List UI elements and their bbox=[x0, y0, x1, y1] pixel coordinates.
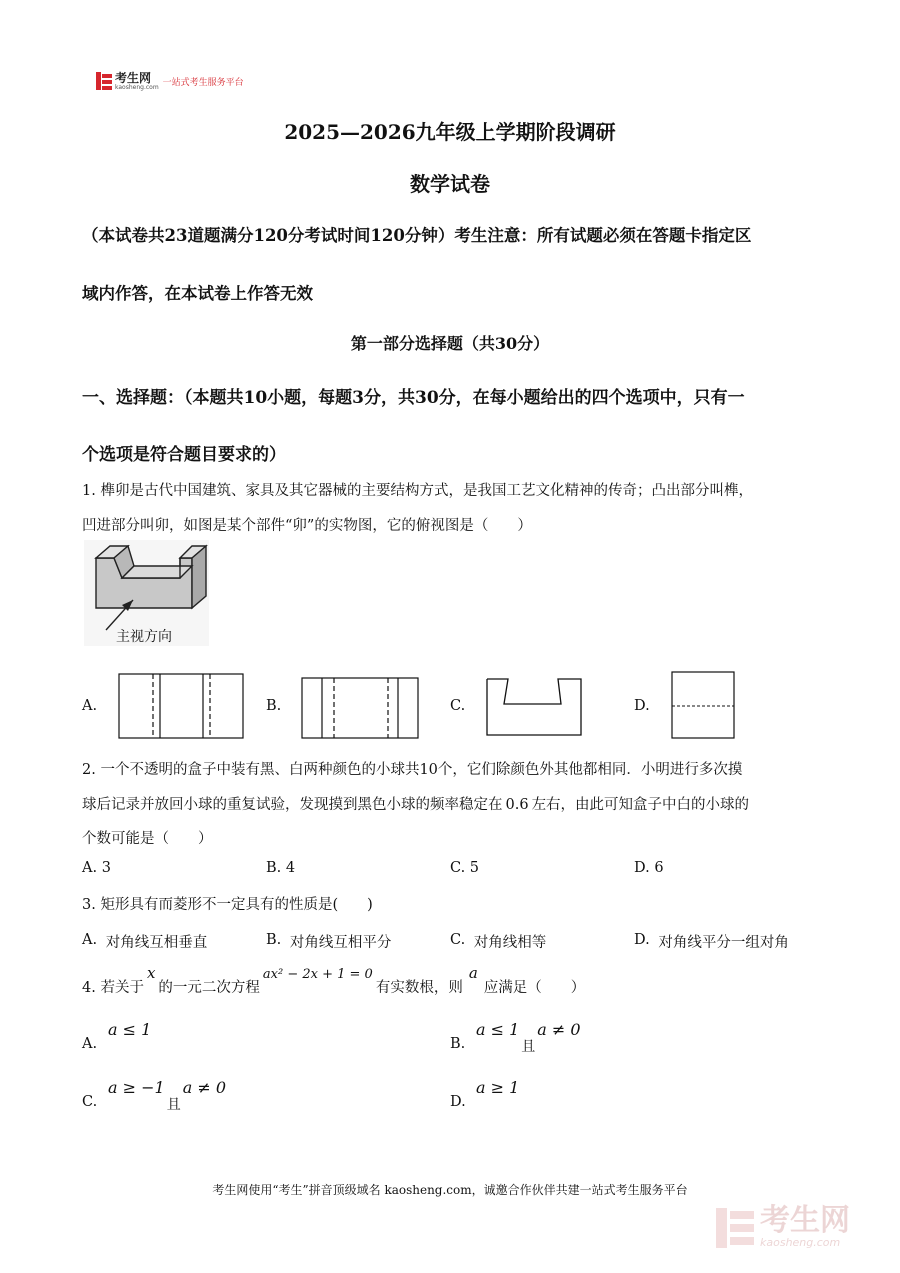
q4-option-c-math-2: a ≠ 0 bbox=[182, 1078, 226, 1097]
part1-heading: 第一部分选择题（共30分） bbox=[350, 334, 550, 353]
q3-option-b-letter: B. bbox=[266, 932, 282, 948]
kaosheng-logo-icon bbox=[96, 72, 112, 90]
q2-line-1 bbox=[82, 758, 742, 779]
q2-line-2a: 球后记录并放回小球的重复试验，发现摸到黑色小球的频率稳定在 bbox=[82, 797, 503, 813]
q1-option-a-label: A. bbox=[82, 698, 98, 714]
notice-line-1: （本试卷共23道题满分120分考试时间120分钟）考生注意：所有试题必须在答题卡指定区 bbox=[82, 226, 752, 245]
q1-option-b-figure bbox=[301, 677, 419, 739]
q1-option-c-label: C. bbox=[450, 698, 466, 714]
q4-option-b bbox=[476, 1020, 581, 1055]
watermark bbox=[716, 1203, 850, 1249]
q4-stem-a: 4. 若关于 bbox=[82, 980, 144, 996]
watermark-name: 考生网 bbox=[760, 1203, 850, 1238]
q2-option-c: C. 5 bbox=[450, 860, 480, 876]
q2-frequency: 0.6 bbox=[505, 797, 529, 813]
q4-option-c-math-1: a ≥ −1 bbox=[108, 1078, 165, 1097]
q4-option-d-letter: D. bbox=[450, 1094, 466, 1110]
q1-option-d-label: D. bbox=[634, 698, 650, 714]
q4-stem-b: 的一元二次方程 bbox=[158, 980, 260, 996]
q2-option-d: D. 6 bbox=[634, 860, 664, 876]
q3-option-a-text: 对角线互相垂直 bbox=[105, 935, 208, 951]
exam-title: 2025—2026九年级上学期阶段调研 bbox=[284, 120, 616, 144]
q2-option-a: A. 3 bbox=[82, 860, 111, 876]
q2-line-2b: 左右，由此可知盒子中白的小球的 bbox=[531, 797, 750, 813]
q2-line-1a: 2. 一个不透明的盒子中装有黑、白两种颜色的小球共 bbox=[82, 762, 420, 778]
logo-domain: kaosheng.com bbox=[115, 83, 159, 91]
q1-option-a-figure bbox=[118, 673, 244, 739]
q2-line-3: 个数可能是（ ） bbox=[82, 831, 213, 847]
section-line-1: 一、选择题：（本题共10小题，每题3分，共30分，在每小题给出的四个选项中，只有一 bbox=[82, 388, 745, 408]
q3-option-b-text: 对角线互相平分 bbox=[289, 935, 392, 951]
watermark-domain: kaosheng.com bbox=[760, 1236, 841, 1249]
q3-option-a bbox=[82, 928, 207, 949]
q4-var-a: a bbox=[468, 964, 478, 982]
q4-stem-d: 应满足（ ） bbox=[483, 980, 586, 996]
watermark-logo-icon bbox=[716, 1208, 754, 1248]
exam-subject: 数学试卷 bbox=[410, 172, 490, 196]
q3-option-b bbox=[266, 928, 391, 949]
q4-option-b-math-1: a ≤ 1 bbox=[476, 1020, 520, 1039]
q2-line-1b: 个，它们除颜色外其他都相同．小明进行多次摸 bbox=[437, 762, 743, 778]
q4-option-a-math: a ≤ 1 bbox=[108, 1020, 152, 1039]
q4-option-c-letter: C. bbox=[82, 1094, 98, 1110]
q3-option-d-text: 对角线平分一组对角 bbox=[658, 935, 789, 951]
q1-option-c-figure bbox=[486, 678, 592, 736]
q3-stem: 3. 矩形具有而菱形不一定具有的性质是( ) bbox=[82, 897, 373, 913]
q1-option-d-figure bbox=[671, 671, 735, 739]
q4-option-d-math: a ≥ 1 bbox=[476, 1078, 520, 1097]
q1-figure bbox=[84, 540, 209, 646]
q2-option-b: B. 4 bbox=[266, 860, 296, 876]
q4-option-b-math-2: a ≠ 0 bbox=[537, 1020, 581, 1039]
q4-var-x: x bbox=[146, 964, 156, 982]
section-line-2: 个选项是符合题目要求的） bbox=[82, 445, 286, 465]
q3-option-d bbox=[634, 928, 789, 949]
logo-slogan: 一站式考生服务平台 bbox=[162, 77, 244, 88]
page-footer: 考生网使用“考生”拼音顶级域名 kaosheng.com，诚邀合作伙伴共建一站式考生服务平台 bbox=[212, 1183, 688, 1197]
header-logo bbox=[96, 70, 244, 92]
logo-name: 考生网 bbox=[115, 70, 152, 85]
q2-count: 10 bbox=[419, 762, 438, 778]
q4-option-a-letter: A. bbox=[82, 1036, 98, 1052]
q4-stem-c: 有实数根，则 bbox=[375, 980, 463, 996]
q3-option-c bbox=[450, 928, 546, 949]
q1-line-2: 凹进部分叫卯，如图是某个部件“卯”的实物图，它的俯视图是（ ） bbox=[82, 518, 532, 534]
q4-option-b-and: 且 bbox=[521, 1039, 536, 1055]
q3-option-c-text: 对角线相等 bbox=[473, 935, 547, 951]
q4-stem bbox=[82, 962, 586, 996]
q3-option-c-letter: C. bbox=[450, 932, 466, 948]
q1-line-1: 1. 榫卯是古代中国建筑、家具及其它器械的主要结构方式，是我国工艺文化精神的传奇；凸出部分叫榫， bbox=[82, 483, 753, 499]
notice-line-2: 域内作答，在本试卷上作答无效 bbox=[82, 284, 313, 303]
q4-option-c bbox=[108, 1078, 226, 1113]
q4-equation: ax² − 2x + 1 = 0 bbox=[262, 967, 373, 982]
q4-option-c-and: 且 bbox=[166, 1097, 181, 1113]
q3-option-a-letter: A. bbox=[82, 932, 98, 948]
q1-option-b-label: B. bbox=[266, 698, 282, 714]
q4-option-b-letter: B. bbox=[450, 1036, 466, 1052]
q2-line-2 bbox=[82, 793, 749, 814]
q3-option-d-letter: D. bbox=[634, 932, 650, 948]
q1-figure-caption: 主视方向 bbox=[116, 629, 172, 645]
